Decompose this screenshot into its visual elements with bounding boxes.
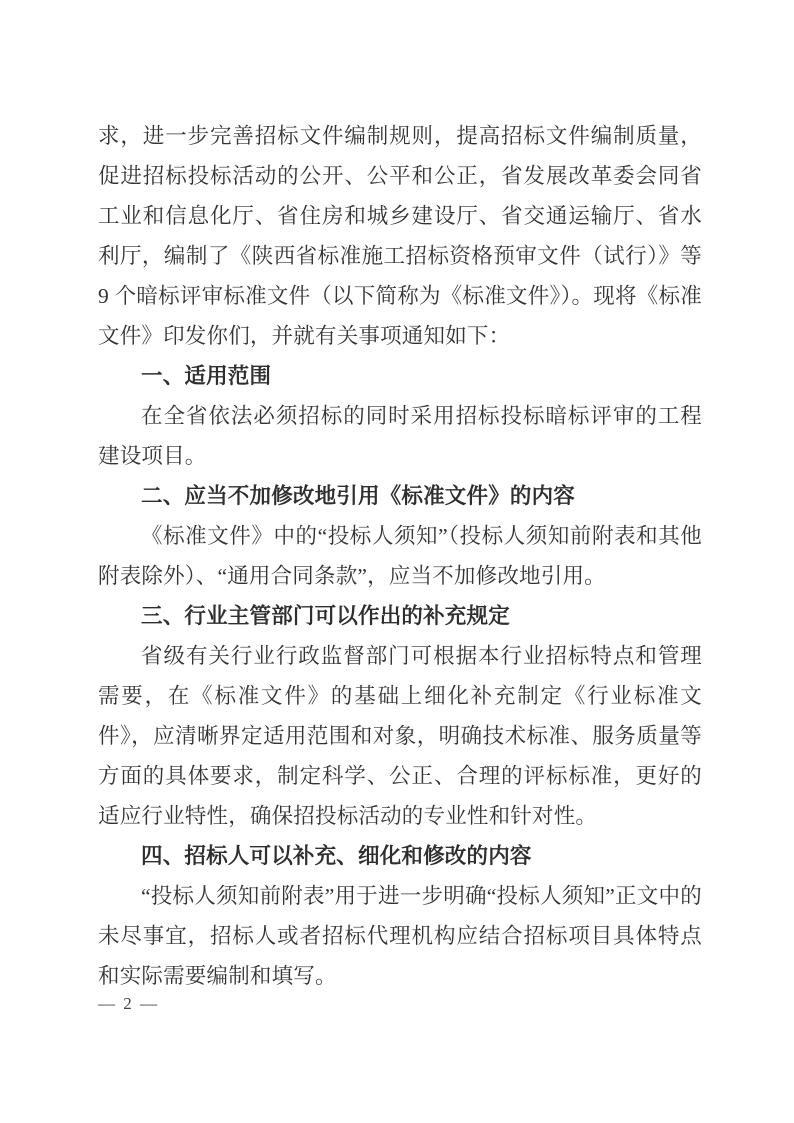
section-heading: 二、应当不加修改地引用《标准文件》的内容 (141, 484, 576, 508)
body-paragraph: “投标人须知前附表”用于进一步明确“投标人须知”正文中的未尽事宜，招标人或者招标代理机构应结合招标项目具体特点和实际需要编制和填写。 (98, 884, 702, 988)
section-heading: 一、适用范围 (141, 364, 272, 388)
body-paragraph: 《标准文件》中的“投标人须知”（投标人须知前附表和其他附表除外）、“通用合同条款”，应当不加修改地引用。 (98, 524, 702, 588)
body-paragraph: 求，进一步完善招标文件编制规则，提高招标文件编制质量，促进招标投标活动的公开、公平和公正，省发展改革委会同省工业和信息化厅、省住房和城乡建设厅、省交通运输厅、省水利厅，编制了《陕西省标准施工招标资格预审文件（试行）》等 9 个暗标评审标准文件（以下简称为《标准文件》）。现将《标准文件》印发你们，并就有关事项通知如下： (98, 124, 702, 348)
page-number: — 2 — (98, 994, 159, 1013)
document-body (98, 116, 702, 996)
body-paragraph: 省级有关行业行政监督部门可根据本行业招标特点和管理需要，在《标准文件》的基础上细化补充制定《行业标准文件》，应清晰界定适用范围和对象，明确技术标准、服务质量等方面的具体要求，制定科学、公正、合理的评标标准，更好的适应行业特性，确保招投标活动的专业性和针对性。 (98, 644, 702, 828)
body-paragraph: 在全省依法必须招标的同时采用招标投标暗标评审的工程建设项目。 (98, 404, 702, 468)
section-heading: 四、招标人可以补充、细化和修改的内容 (141, 844, 532, 868)
section-heading: 三、行业主管部门可以作出的补充规定 (141, 604, 510, 628)
